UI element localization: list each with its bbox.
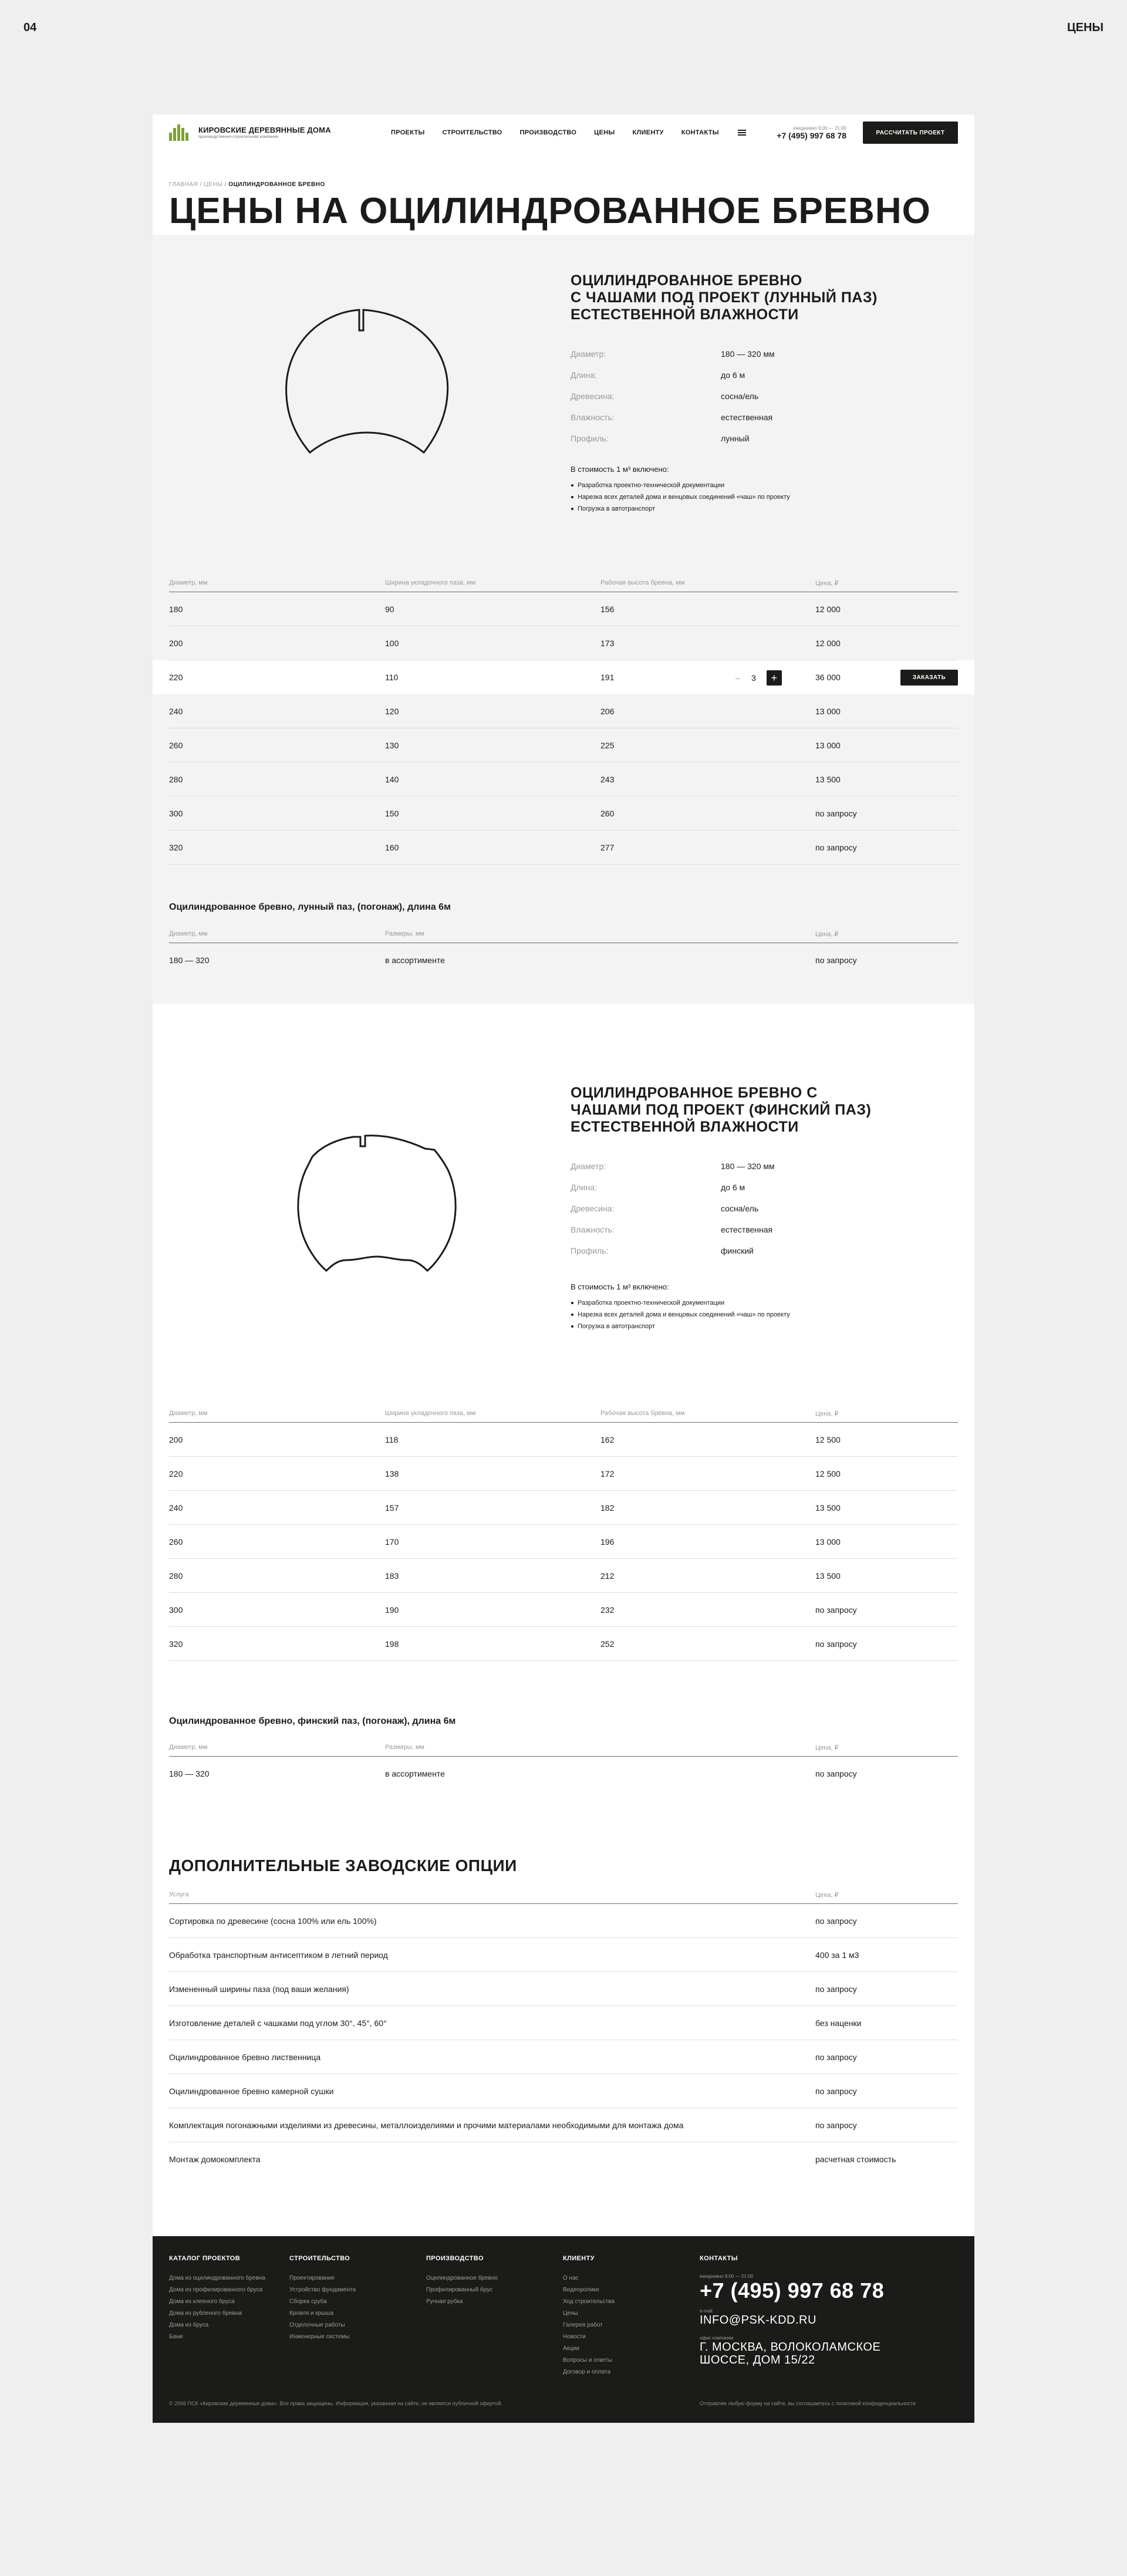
quantity-stepper xyxy=(735,670,782,686)
plus-icon[interactable]: + xyxy=(767,670,782,686)
spec-row xyxy=(571,1177,958,1198)
product-section-lunar xyxy=(153,235,974,1004)
breadcrumb-prices[interactable]: ЦЕНЫ xyxy=(204,181,223,188)
footer-link[interactable]: Галерея работ xyxy=(563,2322,603,2328)
footer-link[interactable]: Проектирование xyxy=(289,2275,335,2281)
footer-copyright: © 2006 ПСК «Кировские деревянные дома». Все права защищены. Информация, указанная на сайте, не является публичной офертой. xyxy=(169,2401,503,2406)
spec-value: естественная xyxy=(721,1225,773,1234)
footer-link[interactable]: О нас xyxy=(563,2275,579,2281)
site-header xyxy=(153,114,974,151)
spec-value: до 6 м xyxy=(721,1183,745,1192)
footer-column-catalog: КАТАЛОГ ПРОЕКТОВ Дома из оцилиндрованного бревна Дома из профилированного бруса Дома из клееного бруса Дома из рубленого бревна Дома из бруса Бани xyxy=(169,2255,265,2343)
included-title: В стоимость 1 м³ включено: xyxy=(571,1282,669,1291)
table-row[interactable]: 300 150 260 по запросу xyxy=(169,796,958,830)
footer-link[interactable]: Бани xyxy=(169,2334,183,2340)
options-table xyxy=(169,1891,958,2176)
nav-item-contacts[interactable]: КОНТАКТЫ xyxy=(681,129,719,136)
table-row[interactable]: 320 160 277 по запросу xyxy=(169,830,958,865)
table-row[interactable]: 200 100 173 12 000 xyxy=(169,626,958,660)
site-footer xyxy=(153,2236,974,2423)
spec-value: 180 — 320 мм xyxy=(721,349,775,359)
table-header: Услуга Цена, ₽ xyxy=(169,1891,958,1904)
footer-email-hint: e-mail xyxy=(700,2308,713,2314)
footer-policy-link[interactable]: Отправляя любую форму на сайте, вы соглашаетесь с политикой конфиденциальности xyxy=(700,2401,916,2406)
spec-label: Диаметр: xyxy=(571,349,606,359)
included-item: Погрузка в автотранспорт xyxy=(571,503,790,515)
included-item: Разработка проектно-технической документации xyxy=(571,1297,790,1309)
footer-link[interactable]: Устройство фундамента xyxy=(289,2287,356,2293)
nav-item-production[interactable]: ПРОИЗВОДСТВО xyxy=(519,129,577,136)
footer-link[interactable]: Новости xyxy=(563,2334,586,2340)
footer-link[interactable]: Дома из профилированного бруса xyxy=(169,2287,263,2293)
table-row[interactable]: 240 157 182 13 500 xyxy=(169,1491,958,1525)
footer-phone[interactable]: +7 (495) 997 68 78 xyxy=(700,2278,885,2302)
slide-number: 04 xyxy=(23,21,37,34)
table-row[interactable]: Измененный ширины паза (под ваши желания) по запросу xyxy=(169,1972,958,2006)
spec-row xyxy=(571,386,958,407)
table-row[interactable]: 180 90 156 12 000 xyxy=(169,592,958,626)
options-title: ДОПОЛНИТЕЛЬНЫЕ ЗАВОДСКИЕ ОПЦИИ xyxy=(169,1856,517,1875)
spec-label: Влажность: xyxy=(571,1225,615,1234)
spec-value: сосна/ель xyxy=(721,1204,759,1213)
spec-row xyxy=(571,1198,958,1219)
footer-link[interactable]: Оцилиндрованное бревно xyxy=(426,2275,498,2281)
spec-value: сосна/ель xyxy=(721,391,759,401)
logo[interactable] xyxy=(169,124,345,141)
spec-label: Профиль: xyxy=(571,434,609,443)
logo-trees-icon xyxy=(169,124,193,141)
product-title: ОЦИЛИНДРОВАННОЕ БРЕВНО С ЧАШАМИ ПОД ПРОЕКТ (ФИНСКИЙ ПАЗ) ЕСТЕСТВЕННОЙ ВЛАЖНОСТИ xyxy=(571,1085,872,1135)
table-row[interactable]: Сортировка по древесине (сосна 100% или ель 100%) по запросу xyxy=(169,1904,958,1938)
spec-row xyxy=(571,407,958,428)
included-list xyxy=(571,1282,790,1332)
footer-link[interactable]: Договор и оплата xyxy=(563,2369,611,2375)
spec-row xyxy=(571,1240,958,1261)
table-row[interactable]: Оцилиндрованное бревно лиственница по запросу xyxy=(169,2040,958,2074)
spec-label: Длина: xyxy=(571,1183,597,1192)
footer-link[interactable]: Кровля и крыша xyxy=(289,2310,334,2317)
page-title: ЦЕНЫ НА ОЦИЛИНДРОВАННОЕ БРЕВНО xyxy=(169,191,931,231)
table-row[interactable]: Монтаж домокомплекта расчетная стоимость xyxy=(169,2155,896,2164)
pogon-table-finnish xyxy=(169,1744,958,1791)
product-title: ОЦИЛИНДРОВАННОЕ БРЕВНО С ЧАШАМИ ПОД ПРОЕКТ (ЛУННЫЙ ПАЗ) ЕСТЕСТВЕННОЙ ВЛАЖНОСТИ xyxy=(571,272,878,323)
quantity-value: 3 xyxy=(751,673,756,683)
included-title: В стоимость 1 м³ включено: xyxy=(571,465,669,474)
log-profile-finnish-icon xyxy=(286,1124,468,1282)
footer-link[interactable]: Акции xyxy=(563,2345,579,2352)
menu-icon[interactable] xyxy=(738,130,746,136)
table-header: Диаметр, мм Размеры, мм Цена, ₽ xyxy=(169,930,958,943)
logo-title: КИРОВСКИЕ ДЕРЕВЯННЫЕ ДОМА xyxy=(198,125,331,134)
footer-email[interactable]: INFO@PSK-KDD.RU xyxy=(700,2314,816,2327)
footer-column-production: ПРОИЗВОДСТВО Оцилиндрованное бревно Профилированный брус Ручная рубка xyxy=(426,2255,498,2308)
spec-label: Древесина: xyxy=(571,1204,615,1213)
table-row[interactable]: 280 140 243 13 500 xyxy=(169,762,958,796)
footer-address: Г. МОСКВА, ВОЛОКОЛАМСКОЕ ШОССЕ, ДОМ 15/22 xyxy=(700,2341,881,2366)
footer-link[interactable]: Цены xyxy=(563,2310,578,2317)
calculate-project-button[interactable]: РАССЧИТАТЬ ПРОЕКТ xyxy=(863,121,958,144)
table-row[interactable]: Оцилиндрованное бревно камерной сушки по запросу xyxy=(169,2074,958,2108)
table-row[interactable]: 260 130 225 13 000 xyxy=(169,728,958,762)
footer-link[interactable]: Ручная рубка xyxy=(426,2298,463,2305)
spec-value: естественная xyxy=(721,413,773,422)
spec-row xyxy=(571,1219,958,1240)
included-item: Погрузка в автотранспорт xyxy=(571,1321,790,1332)
logo-subtitle: производственно-строительная компания xyxy=(198,134,278,139)
log-profile-lunar-icon xyxy=(276,308,458,467)
footer-link[interactable]: Дома из бруса xyxy=(169,2322,209,2328)
spec-label: Влажность: xyxy=(571,413,615,422)
footer-link[interactable]: Вопросы и ответы xyxy=(563,2357,613,2364)
spec-value: до 6 м xyxy=(721,370,745,380)
footer-link[interactable]: Инженерные системы xyxy=(289,2334,350,2340)
nav-item-client[interactable]: КЛИЕНТУ xyxy=(632,129,664,136)
breadcrumb-separator: / xyxy=(224,181,227,188)
spec-label: Длина: xyxy=(571,370,597,380)
breadcrumb-current: ОЦИЛИНДРОВАННОЕ БРЕВНО xyxy=(228,181,325,188)
footer-column-construction: СТРОИТЕЛЬСТВО Проектирование Устройство фундамента Сборка сруба Кровля и крыша Отделочные работы Инженерные системы xyxy=(289,2255,356,2343)
table-row[interactable]: 220 138 172 12 500 xyxy=(169,1457,958,1491)
table-row[interactable]: 200 118 162 12 500 xyxy=(169,1423,958,1457)
table-row[interactable]: Комплектация погонажными изделиями из древесины, металлоизделиями и прочими материалами необходимыми для монтажа дома по запросу xyxy=(169,2108,958,2142)
spec-value: лунный xyxy=(721,434,750,443)
pogon-title: Оцилиндрованное бревно, лунный паз, (погонаж), длина 6м xyxy=(169,902,451,912)
footer-phone-hours: ежедневно 9:00 — 21:00 xyxy=(700,2274,753,2279)
table-row-selected[interactable]: 220 110 191 36 000 – 3 + ЗАКАЗАТЬ xyxy=(153,660,974,694)
product-specs xyxy=(571,1156,958,1261)
table-header: Диаметр, мм Ширина укладочного паза, мм Рабочая высота бревна, мм Цена, ₽ xyxy=(169,1410,958,1423)
footer-link[interactable]: Видеоролики xyxy=(563,2287,599,2293)
footer-link[interactable]: Ход строительства xyxy=(563,2298,615,2305)
breadcrumb-separator: / xyxy=(200,181,202,188)
minus-icon[interactable]: – xyxy=(735,673,740,683)
table-row[interactable]: Обработка транспортным антисептиком в летний период 400 за 1 м3 xyxy=(169,1938,958,1972)
footer-link[interactable]: Дома из клееного бруса xyxy=(169,2298,235,2305)
included-item: Нарезка всех деталей дома и венцовых соединений «чаш» по проекту xyxy=(571,491,790,503)
table-row[interactable]: 300 190 232 по запросу xyxy=(169,1593,958,1627)
spec-label: Диаметр: xyxy=(571,1162,606,1171)
spec-label: Древесина: xyxy=(571,391,615,401)
spec-value: финский xyxy=(721,1246,754,1255)
footer-link[interactable]: Дома из рубленого бревна xyxy=(169,2310,242,2317)
price-table-finnish xyxy=(169,1410,958,1661)
spec-label: Профиль: xyxy=(571,1246,609,1255)
header-phone[interactable]: +7 (495) 997 68 78 xyxy=(777,130,846,140)
pogon-table-lunar xyxy=(169,930,958,977)
footer-link[interactable]: Сборка сруба xyxy=(289,2298,327,2305)
order-button[interactable]: ЗАКАЗАТЬ xyxy=(900,670,958,686)
spec-value: 180 — 320 мм xyxy=(721,1162,775,1171)
footer-column-client: КЛИЕНТУ О нас Видеоролики Ход строительства Цены Галерея работ Новости Акции Вопросы и ответы Договор и оплата xyxy=(563,2255,615,2378)
breadcrumb-home[interactable]: ГЛАВНАЯ xyxy=(169,181,198,188)
table-row[interactable]: 240 120 206 13 000 xyxy=(169,694,958,728)
footer-address-hint: офис компании xyxy=(700,2335,734,2341)
site-page xyxy=(153,114,974,2423)
slide-title: ЦЕНЫ xyxy=(1067,21,1104,34)
main-nav xyxy=(391,129,719,136)
included-list xyxy=(571,465,790,515)
table-header: Диаметр, мм Ширина укладочного паза, мм Рабочая высота бревна, мм Цена, ₽ xyxy=(169,579,958,592)
footer-link[interactable]: Профилированный брус xyxy=(426,2287,493,2293)
spec-row xyxy=(571,428,958,449)
nav-item-prices[interactable]: ЦЕНЫ xyxy=(594,129,615,136)
table-row[interactable]: 260 170 196 13 000 xyxy=(169,1525,958,1559)
price-table-lunar xyxy=(169,579,958,865)
breadcrumb xyxy=(169,181,325,188)
included-item: Нарезка всех деталей дома и венцовых соединений «чаш» по проекту xyxy=(571,1309,790,1321)
table-row[interactable]: 180 — 320 в ассортименте по запросу xyxy=(169,956,857,965)
footer-link[interactable]: Дома из оцилиндрованного бревна xyxy=(169,2275,265,2281)
footer-link[interactable]: Отделочные работы xyxy=(289,2322,345,2328)
table-row[interactable]: 320 198 252 по запросу xyxy=(169,1627,958,1661)
spec-row xyxy=(571,343,958,364)
footer-contacts: КОНТАКТЫ ежедневно 9:00 — 21:00 +7 (495) 997 68 78 e-mail INFO@PSK-KDD.RU офис компании Г. МОСКВА, ВОЛОКОЛАМСКОЕ ШОССЕ, ДОМ 15/22 xyxy=(700,2255,885,2366)
spec-row xyxy=(571,364,958,386)
product-specs xyxy=(571,343,958,449)
nav-item-projects[interactable]: ПРОЕКТЫ xyxy=(391,129,425,136)
phone-hours: ежедневно 9:00 — 21:00 xyxy=(793,125,846,131)
table-row[interactable]: 180 — 320 в ассортименте по запросу xyxy=(169,1769,857,1778)
table-row[interactable]: 280 183 212 13 500 xyxy=(169,1559,958,1593)
nav-item-construction[interactable]: СТРОИТЕЛЬСТВО xyxy=(442,129,502,136)
included-item: Разработка проектно-технической документации xyxy=(571,480,790,491)
table-header: Диаметр, мм Размеры, мм Цена, ₽ xyxy=(169,1744,958,1757)
table-row[interactable]: Изготовление деталей с чашками под углом 30°, 45°, 60° без наценки xyxy=(169,2006,958,2040)
pogon-title: Оцилиндрованное бревно, финский паз, (погонаж), длина 6м xyxy=(169,1716,456,1726)
spec-row xyxy=(571,1156,958,1177)
